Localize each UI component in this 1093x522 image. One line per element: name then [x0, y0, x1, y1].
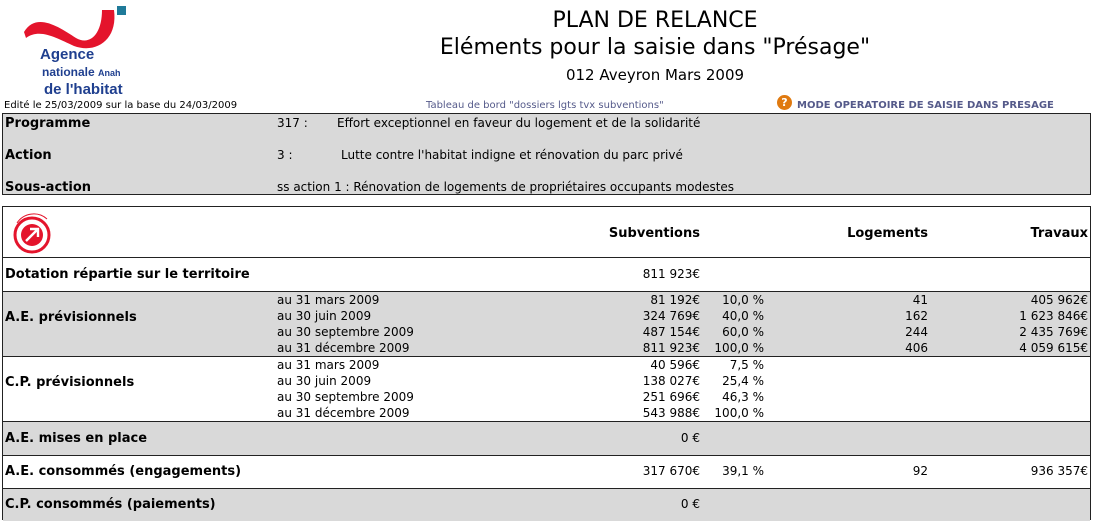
ae-prev-pct: 100,0 %: [714, 341, 764, 355]
la-relance-logo: [9, 210, 55, 256]
ae-prev-pct: 60,0 %: [722, 325, 764, 339]
cp-prev-subv: 543 988€: [642, 406, 700, 420]
ae-prev-travaux: 2 435 769€: [1019, 325, 1088, 339]
ae-prev-date: au 31 mars 2009: [277, 293, 380, 307]
ae-prev-pct: 40,0 %: [722, 309, 764, 323]
cp-prev-pct: 25,4 %: [722, 374, 764, 388]
logo-text-anah: Anah: [98, 68, 121, 78]
page-title: PLAN DE RELANCE: [552, 8, 758, 33]
programme-code: 317 :: [277, 116, 308, 130]
header-subventions: Subventions: [608, 226, 700, 241]
ae-prev-travaux: 405 962€: [1030, 293, 1088, 307]
tableau-de-bord-text: Tableau de bord "dossiers lgts tvx subventions": [426, 100, 664, 111]
ae-consommes-label: A.E. consommés (engagements): [5, 464, 242, 479]
help-icon[interactable]: ?: [777, 95, 792, 110]
ae-consommes-pct: 39,1 %: [722, 464, 764, 478]
la-relance-icon: [9, 210, 55, 256]
action-label: Action: [5, 148, 52, 163]
cp-previsionnels-row: [3, 357, 1090, 422]
ae-consommes-row: [3, 456, 1090, 489]
ae-prev-subv: 81 192€: [650, 293, 700, 307]
cp-prev-pct: 46,3 %: [722, 390, 764, 404]
mode-operatoire-link[interactable]: MODE OPERATOIRE DE SAISIE DANS PRESAGE: [797, 100, 1054, 111]
cp-consommes-row: [3, 489, 1090, 521]
dotation-label: Dotation répartie sur le territoire: [5, 267, 250, 282]
ae-prev-subv: 487 154€: [642, 325, 700, 339]
programme-box: [2, 113, 1091, 195]
ae-previsionnels-label: A.E. prévisionnels: [5, 310, 137, 325]
page-department-date: 012 Aveyron Mars 2009: [565, 66, 745, 84]
header-travaux: Travaux: [1030, 226, 1088, 241]
action-text: Lutte contre l'habitat indigne et rénovation du parc privé: [341, 148, 683, 162]
ae-mises-subventions: 0 €: [680, 431, 700, 445]
ae-prev-date: au 30 juin 2009: [277, 309, 372, 323]
page-subtitle: Eléments pour la saisie dans "Présage": [439, 35, 871, 60]
ae-prev-pct: 10,0 %: [722, 293, 764, 307]
cp-prev-pct: 100,0 %: [714, 406, 764, 420]
cp-prev-date: au 31 décembre 2009: [277, 406, 410, 420]
cp-previsionnels-label: C.P. prévisionnels: [5, 375, 135, 390]
cp-prev-subv: 138 027€: [642, 374, 700, 388]
cp-prev-subv: 251 696€: [642, 390, 700, 404]
cp-prev-date: au 30 septembre 2009: [277, 390, 414, 404]
sous-action-text: ss action 1 : Rénovation de logements de propriétaires occupants modestes: [277, 180, 735, 194]
cp-prev-subv: 40 596€: [650, 358, 700, 372]
programme-text: Effort exceptionnel en faveur du logement et de la solidarité: [337, 116, 701, 130]
ae-prev-logements: 244: [905, 325, 928, 339]
logo-text-habitat: de l'habitat: [44, 81, 123, 98]
cp-prev-date: au 31 mars 2009: [277, 358, 380, 372]
ae-prev-travaux: 4 059 615€: [1019, 341, 1088, 355]
ae-prev-date: au 31 décembre 2009: [277, 341, 410, 355]
ae-mises-en-place-row: [3, 422, 1090, 456]
header-logements: Logements: [847, 226, 928, 241]
table-header-row: [3, 207, 1090, 258]
dotation-row: [3, 258, 1090, 292]
cp-prev-date: au 30 juin 2009: [277, 374, 372, 388]
action-code: 3 :: [277, 148, 293, 162]
ae-prev-travaux: 1 623 846€: [1019, 309, 1088, 323]
ae-prev-subv: 324 769€: [642, 309, 700, 323]
relance-table: [2, 206, 1091, 520]
edited-date-text: Edité le 25/03/2009 sur la base du 24/03/2009: [4, 100, 238, 111]
ae-prev-logements: 162: [905, 309, 928, 323]
cp-prev-pct: 7,5 %: [729, 358, 764, 372]
ae-prev-subv: 811 923€: [642, 341, 700, 355]
ae-prev-logements: 406: [905, 341, 928, 355]
ae-consommes-subventions: 317 670€: [642, 464, 700, 478]
ae-consommes-logements: 92: [912, 464, 928, 478]
cp-consommes-label: C.P. consommés (paiements): [5, 497, 216, 512]
logo-text-agence: Agence: [40, 46, 95, 63]
dotation-subventions: 811 923€: [642, 267, 700, 281]
ae-consommes-travaux: 936 357€: [1030, 464, 1088, 478]
programme-label: Programme: [5, 116, 91, 131]
anah-logo: [18, 4, 138, 96]
ae-prev-date: au 30 septembre 2009: [277, 325, 414, 339]
cp-consommes-subventions: 0 €: [680, 497, 700, 511]
ae-previsionnels-row: [3, 292, 1090, 357]
sous-action-label: Sous-action: [5, 180, 92, 195]
ae-prev-logements: 41: [912, 293, 928, 307]
ae-mises-label: A.E. mises en place: [5, 431, 148, 446]
logo-text-nationale: nationale: [42, 65, 95, 79]
